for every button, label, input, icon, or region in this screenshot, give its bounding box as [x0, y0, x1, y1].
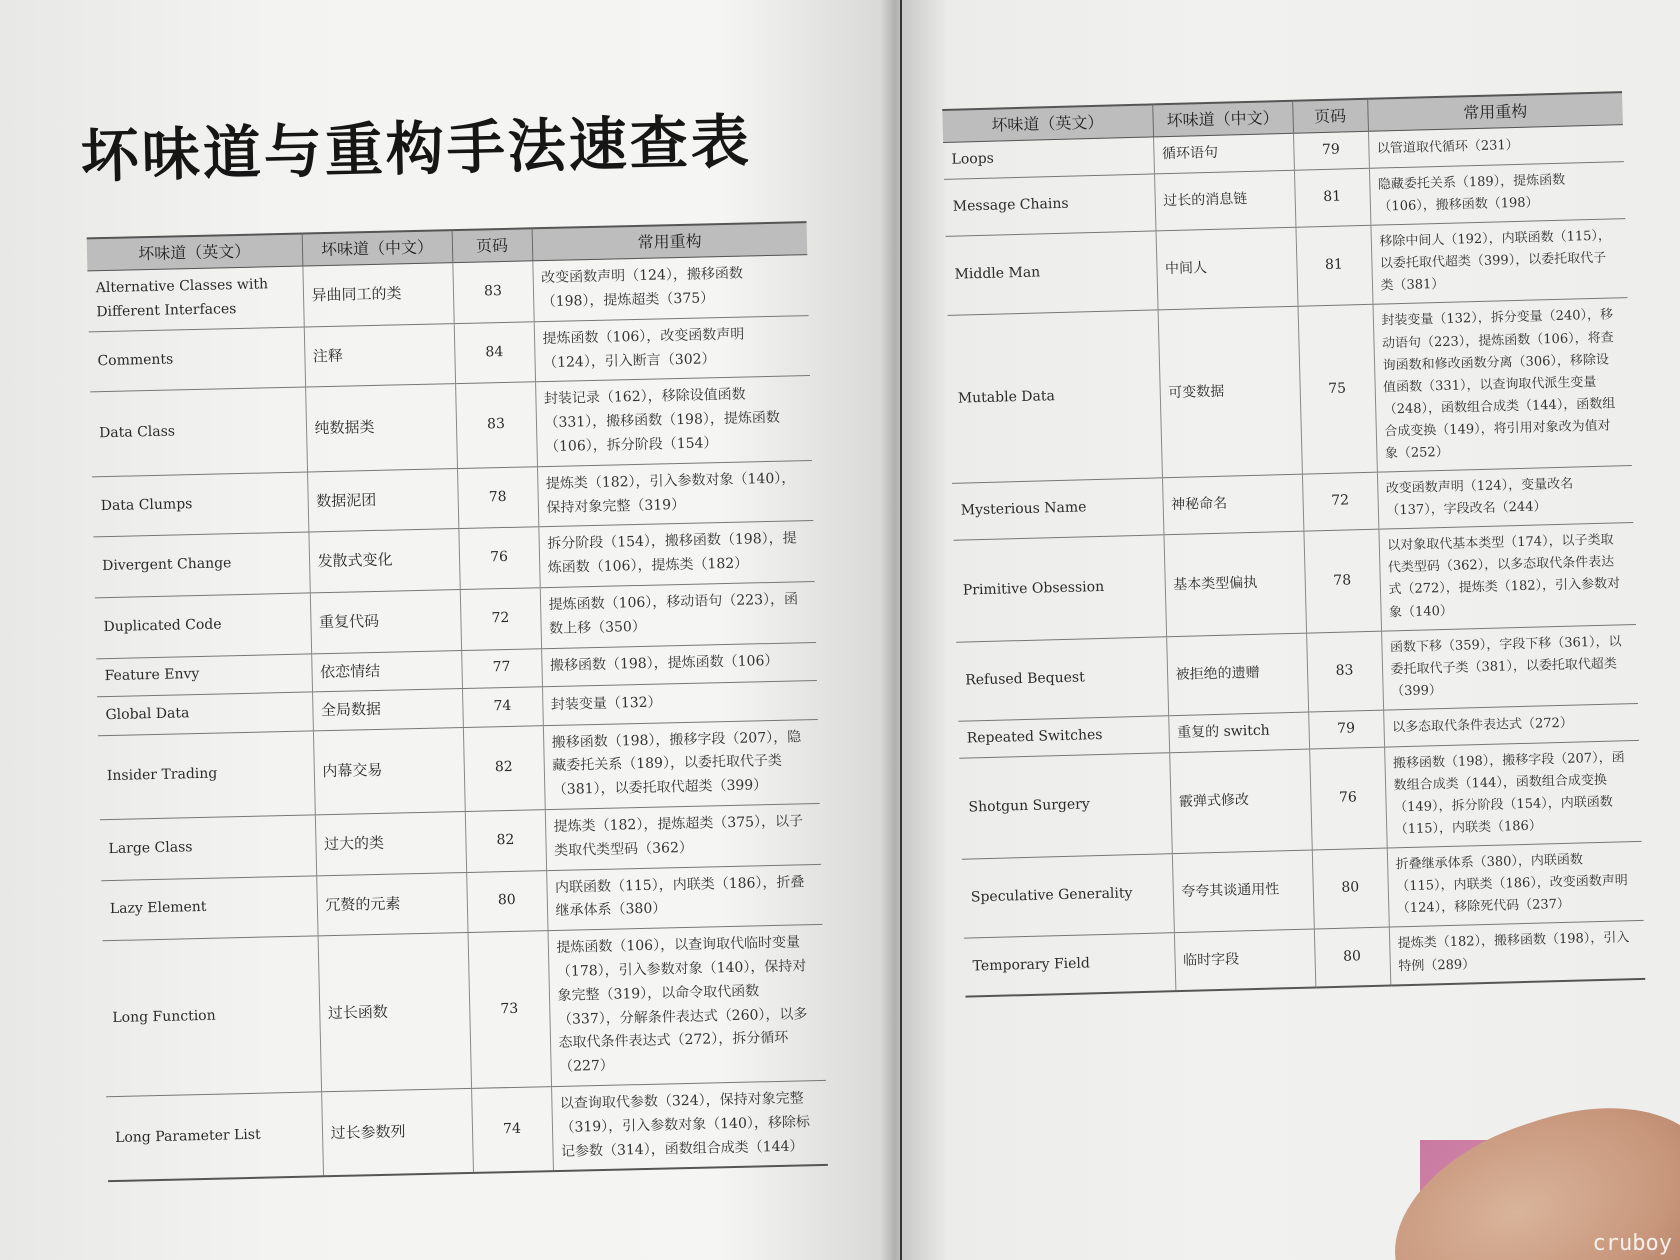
page-number-cell: 80 — [1312, 848, 1389, 929]
table-row — [959, 740, 1641, 859]
column-header-smell-en: 坏味道（英文） — [87, 234, 303, 272]
page-number-cell: 72 — [460, 588, 541, 650]
smell-cn-cell: 数据泥团 — [307, 468, 458, 532]
smell-en-cell: Alternative Classes with Different Interfaces — [87, 266, 303, 331]
refactorings-cell: 搬移函数（198），搬移字段（207），函数组合成类（144），函数组合成变换（149），拆分阶段（154），内联函数（115），内联类（186） — [1384, 740, 1642, 848]
refactorings-cell: 搬移函数（198），提炼函数（106） — [541, 642, 817, 687]
refactorings-cell: 内联函数（115），内联类（186），折叠继承体系（380） — [546, 864, 822, 931]
right-page-content — [902, 0, 1680, 1260]
smell-en-cell: Mysterious Name — [952, 478, 1163, 541]
page-number-cell: 82 — [465, 810, 546, 872]
refactorings-cell: 折叠继承体系（380），内联函数（115），内联类（186），改变函数声明（124），移除死代码（237） — [1387, 842, 1644, 928]
page-number-cell: 73 — [468, 931, 552, 1089]
smell-cn-cell: 循环语句 — [1153, 133, 1294, 173]
smell-cn-cell: 过长参数列 — [321, 1088, 473, 1176]
smell-cn-cell: 夸夸其谈通用性 — [1172, 850, 1314, 933]
watermark: cruboy — [1592, 1231, 1672, 1256]
page-number-cell: 79 — [1308, 710, 1384, 749]
page-number-cell: 82 — [463, 725, 545, 811]
refactorings-cell: 以管道取代循环（231） — [1368, 125, 1624, 168]
smell-en-cell: Message Chains — [944, 174, 1155, 237]
quick-reference-table-right — [942, 91, 1645, 997]
refactorings-cell: 以对象取代基本类型（174），以子类取代类型码（362），以多态取代条件表达式（272），提炼类（182），引入参数对象（140） — [1378, 523, 1636, 631]
smell-cn-cell: 过大的类 — [315, 811, 466, 875]
smell-en-cell: Lazy Element — [101, 875, 317, 940]
smell-en-cell: Data Clumps — [92, 472, 308, 537]
table-row — [954, 523, 1636, 642]
smell-cn-cell: 神秘命名 — [1162, 474, 1303, 535]
smell-cn-cell: 被拒绝的遗赠 — [1166, 633, 1308, 716]
page-number-cell: 78 — [1303, 529, 1381, 632]
smell-cn-cell: 纯数据类 — [305, 384, 457, 472]
table-row — [90, 376, 812, 477]
smell-cn-cell: 依恋情结 — [311, 650, 462, 692]
smell-en-cell: Insider Trading — [98, 730, 315, 819]
column-header-page: 页码 — [1292, 99, 1368, 134]
refactorings-cell: 提炼函数（106），改变函数声明（124），引入断言（302） — [534, 315, 810, 382]
refactorings-cell: 封装记录（162），移除设值函数（331），搬移函数（198），提炼函数（106），拆分阶段（154） — [535, 376, 812, 467]
smell-en-cell: Divergent Change — [93, 532, 309, 597]
page-number-cell: 83 — [455, 382, 537, 468]
smell-en-cell: Loops — [943, 137, 1154, 179]
smell-en-cell: Long Parameter List — [106, 1092, 323, 1182]
page-number-cell: 83 — [1306, 631, 1383, 712]
column-header-page: 页码 — [452, 228, 533, 262]
refactorings-cell: 封装变量（132） — [542, 681, 818, 726]
page-number-cell: 84 — [454, 322, 535, 384]
smell-en-cell: Refused Bequest — [956, 636, 1168, 721]
right-page — [902, 0, 1680, 1260]
smell-en-cell: Long Function — [103, 936, 321, 1097]
page-number-cell: 78 — [457, 467, 538, 529]
column-header-smell-cn: 坏味道（中文） — [302, 230, 453, 266]
table-body-left — [87, 255, 827, 1182]
smell-cn-cell: 全局数据 — [312, 689, 463, 731]
page-number-cell: 75 — [1298, 305, 1377, 475]
page-number-cell: 76 — [458, 527, 539, 589]
page-number-cell: 79 — [1293, 132, 1369, 171]
refactorings-cell: 改变函数声明（124），搬移函数（198），提炼超类（375） — [532, 255, 808, 322]
smell-en-cell: Speculative Generality — [962, 854, 1174, 939]
column-header-smell-en: 坏味道（英文） — [942, 104, 1153, 142]
refactorings-cell: 封装变量（132），拆分变量（240），移动语句（223），提炼函数（106），将查询函数和修改函数分离（306），移除设值函数（331），以查询取代派生变量（248），函数组合成类（144），函数组合成变换（149），将引用对象改为值对象（252） — [1373, 298, 1632, 472]
smell-cn-cell: 冗赘的元素 — [316, 872, 467, 936]
page-number-cell: 76 — [1309, 747, 1387, 850]
column-header-smell-cn: 坏味道（中文） — [1152, 101, 1293, 137]
refactorings-cell: 改变函数声明（124），变量改名（137），字段改名（244） — [1377, 466, 1633, 530]
smell-cn-cell: 过长的消息链 — [1154, 170, 1295, 231]
page-number-cell: 72 — [1302, 472, 1378, 531]
smell-cn-cell: 重复代码 — [310, 590, 461, 654]
refactorings-cell: 函数下移（359），字段下移（361），以委托取代子类（381），以委托取代超类（399） — [1381, 624, 1638, 710]
table-body-right — [943, 125, 1645, 996]
smell-cn-cell: 内幕交易 — [313, 727, 465, 815]
smell-en-cell: Global Data — [97, 692, 313, 735]
smell-cn-cell: 中间人 — [1156, 227, 1298, 310]
page-number-cell: 74 — [462, 687, 543, 727]
smell-en-cell: Mutable Data — [948, 310, 1162, 483]
quick-reference-table-left — [87, 221, 828, 1182]
page-title: 坏味道与重构手法速查表 — [80, 107, 753, 191]
refactorings-cell: 隐藏委托关系（189），提炼函数（106），搬移函数（198） — [1369, 162, 1625, 226]
refactorings-cell: 提炼函数（106），以查询取代临时变量（178），引入参数对象（140），保持对象完整（319），以命令取代函数（337），分解条件表达式（260），以多态取代条件表达式（272），拆分循环（227） — [548, 925, 826, 1087]
refactorings-cell: 提炼类（182），提炼超类（375），以子类取代类型码（362） — [545, 803, 821, 870]
smell-en-cell: Large Class — [100, 815, 316, 880]
smell-cn-cell: 可变数据 — [1158, 307, 1302, 478]
smell-cn-cell: 注释 — [304, 323, 455, 387]
refactorings-cell: 以多态取代条件表达式（272） — [1383, 703, 1639, 746]
smell-cn-cell: 霰弹式修改 — [1169, 749, 1312, 854]
table-row — [106, 1080, 828, 1181]
refactorings-cell: 搬移函数（198），搬移字段（207），隐藏委托关系（189），以委托取代子类（381），以委托取代超类（399） — [543, 719, 820, 810]
refactorings-cell: 以查询取代参数（324），保持对象完整（319），引入参数对象（140），移除标记参数（314），函数组合成类（144） — [551, 1080, 828, 1171]
table-row — [948, 298, 1632, 483]
smell-en-cell: Primitive Obsession — [954, 535, 1167, 642]
refactorings-cell: 移除中间人（192），内联函数（115），以委托取代超类（399），以委托取代子类（381） — [1370, 219, 1627, 305]
smell-en-cell: Comments — [89, 327, 305, 392]
smell-en-cell: Shotgun Surgery — [959, 752, 1172, 859]
table-row — [103, 925, 826, 1097]
smell-cn-cell: 过长函数 — [318, 933, 471, 1092]
smell-cn-cell: 重复的 switch — [1168, 712, 1309, 752]
refactorings-cell: 提炼类（182），引入参数对象（140），保持对象完整（319） — [537, 460, 813, 527]
smell-en-cell: Temporary Field — [964, 933, 1175, 996]
page-number-cell: 80 — [466, 870, 547, 932]
refactorings-cell: 提炼函数（106），移动语句（223），函数上移（350） — [540, 581, 816, 648]
smell-cn-cell: 异曲同工的类 — [302, 263, 453, 327]
page-number-cell: 77 — [461, 648, 542, 688]
page-number-cell: 81 — [1295, 225, 1372, 306]
smell-cn-cell: 发散式变化 — [308, 529, 459, 593]
column-header-refactorings: 常用重构 — [1367, 92, 1623, 131]
page-number-cell: 83 — [452, 261, 533, 323]
table-row — [98, 719, 820, 820]
smell-en-cell: Duplicated Code — [95, 593, 311, 658]
column-header-refactorings: 常用重构 — [532, 222, 808, 261]
page-number-cell: 80 — [1314, 927, 1390, 987]
smell-en-cell: Data Class — [90, 387, 307, 476]
smell-en-cell: Repeated Switches — [958, 716, 1169, 758]
page-number-cell: 81 — [1294, 168, 1370, 227]
smell-cn-cell: 临时字段 — [1174, 929, 1315, 990]
smell-cn-cell: 基本类型偏执 — [1163, 531, 1306, 636]
smell-en-cell: Middle Man — [946, 231, 1158, 316]
page-number-cell: 74 — [471, 1087, 553, 1174]
refactorings-cell: 拆分阶段（154），搬移函数（198），提炼函数（106），提炼类（182） — [538, 521, 814, 588]
refactorings-cell: 提炼类（182），搬移函数（198），引入特例（289） — [1389, 921, 1645, 985]
smell-en-cell: Feature Envy — [96, 653, 312, 696]
